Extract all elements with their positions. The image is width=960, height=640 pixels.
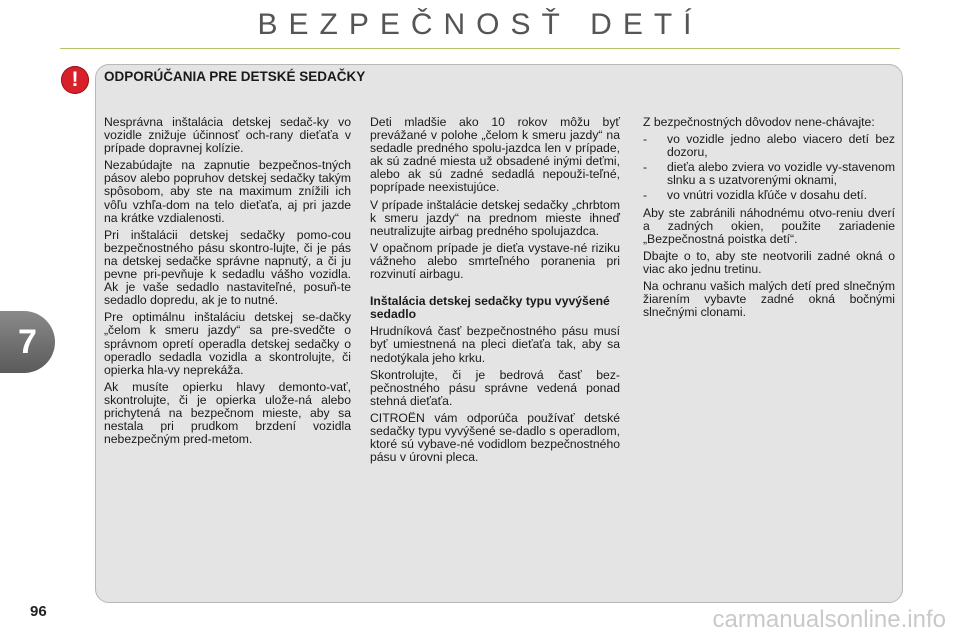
paragraph: Skontrolujte, či je bedrová časť bez-pečnostného pásu správne vedená ponad stehná dieťaťa. bbox=[370, 367, 620, 408]
column-2 bbox=[370, 116, 620, 468]
paragraph: Nezabúdajte na zapnutie bezpečnos-tných pásov alebo popruhov detskej sedačky takým spôsobom, aby ste na maximum znížili ich vôľu vzhľa-dom na telo dieťaťa, aj pri jazde na krátke vzdialenosti. bbox=[104, 158, 351, 225]
dash-bullet: - bbox=[643, 132, 648, 147]
chapter-tab: 7 bbox=[0, 311, 55, 373]
paragraph: Pri inštalácii detskej sedačky pomo-cou bezpečnostného pásu skontro-lujte, či je pás na detskej sedačke správne napnutý, a či ju pevne pri-pevňuje k sedadlu vášho vozidla. Ak je vaše sedadlo nastaviteľné, posuň-te sedadlo dopredu, ak je to nutné. bbox=[104, 227, 351, 308]
page-title: BEZPEČNOSŤ DETÍ bbox=[257, 8, 703, 41]
list-item: - vo vozidle jedno alebo viacero detí bez dozoru, bbox=[643, 132, 895, 160]
dash-bullet: - bbox=[643, 188, 648, 203]
paragraph: Dbajte o to, aby ste neotvorili zadné okná o viac ako jednu tretinu. bbox=[643, 248, 895, 276]
paragraph: Nesprávna inštalácia detskej sedač-ky vo vozidle znižuje účinnosť och-rany dieťaťa v prípade dopravnej kolízie. bbox=[104, 115, 351, 156]
section-title: ODPORÚČANIA PRE DETSKÉ SEDAČKY bbox=[104, 69, 366, 84]
dash-bullet: - bbox=[643, 160, 648, 175]
watermark: carmanualsonline.info bbox=[712, 606, 946, 633]
paragraph: Z bezpečnostných dôvodov nene-chávajte: bbox=[643, 115, 875, 129]
title-divider bbox=[60, 48, 900, 49]
list-item: - vo vnútri vozidla kľúče v dosahu detí. bbox=[643, 188, 868, 203]
column-1 bbox=[104, 116, 351, 450]
paragraph: V prípade inštalácie detskej sedačky „chrbtom k smeru jazdy“ na prednom mieste ihneď neutralizujte airbag predného spolujazdca. bbox=[370, 197, 620, 238]
paragraph: CITROËN vám odporúča používať detské sedačky typu vyvýšené se-dadlo s operadlom, ktoré sú vybave-né vodidlom bezpečnostného pásu v úrovni pleca. bbox=[370, 410, 620, 465]
subheading: Inštalácia detskej sedačky typu vyvýšené sedadlo bbox=[370, 294, 610, 322]
paragraph: Pre optimálnu inštaláciu detskej se-dačky „čelom k smeru jazdy“ sa pre-svedčte o správnom opretí operadla detskej sedačky o operadlo sedadla vozidla a skontrolujte, či opierka hla-vy neprekáža. bbox=[104, 310, 351, 377]
page-number: 96 bbox=[30, 603, 47, 620]
exclamation-warning-icon: ! bbox=[61, 66, 89, 94]
list-item: - dieťa alebo zviera vo vozidle vy-stavenom slnku a s uzatvorenými oknami, bbox=[643, 160, 895, 188]
column-3 bbox=[643, 116, 895, 323]
paragraph: Na ochranu vašich malých detí pred slnečným žiarením vybavte zadné okná bočnými slnečnými clonami. bbox=[643, 279, 895, 320]
paragraph: V opačnom prípade je dieťa vystave-né riziku vážneho alebo smrteľného poranenia pri rozvinutí airbagu. bbox=[370, 240, 620, 282]
paragraph: Deti mladšie ako 10 rokov môžu byť prevážané v polohe „čelom k smeru jazdy“ na sedadle predného spolu-jazdca len v prípade, ak sú zadné miesta už obsadené inými deťmi, alebo ak sú zadné sedadlá nepouži-teľné, poprípade neexistujúce. bbox=[370, 115, 620, 195]
paragraph: Aby ste zabránili náhodnému otvo-reniu dverí a zadných okien, použite zariadenie „Bezpečnostná poistka detí“. bbox=[643, 205, 895, 246]
paragraph: Ak musíte opierku hlavy demonto-vať, skontrolujte, či je opierka ulože-ná alebo prichytená na bezpečnom mieste, aby sa nestala pri prudkom brzdení vozidla nebezpečným pred-metom. bbox=[104, 379, 351, 447]
bullet-list bbox=[643, 133, 895, 202]
paragraph: Hrudníková časť bezpečnostného pásu musí byť umiestnená na pleci dieťaťa tak, aby sa nedotýkala jeho krku. bbox=[370, 324, 620, 365]
